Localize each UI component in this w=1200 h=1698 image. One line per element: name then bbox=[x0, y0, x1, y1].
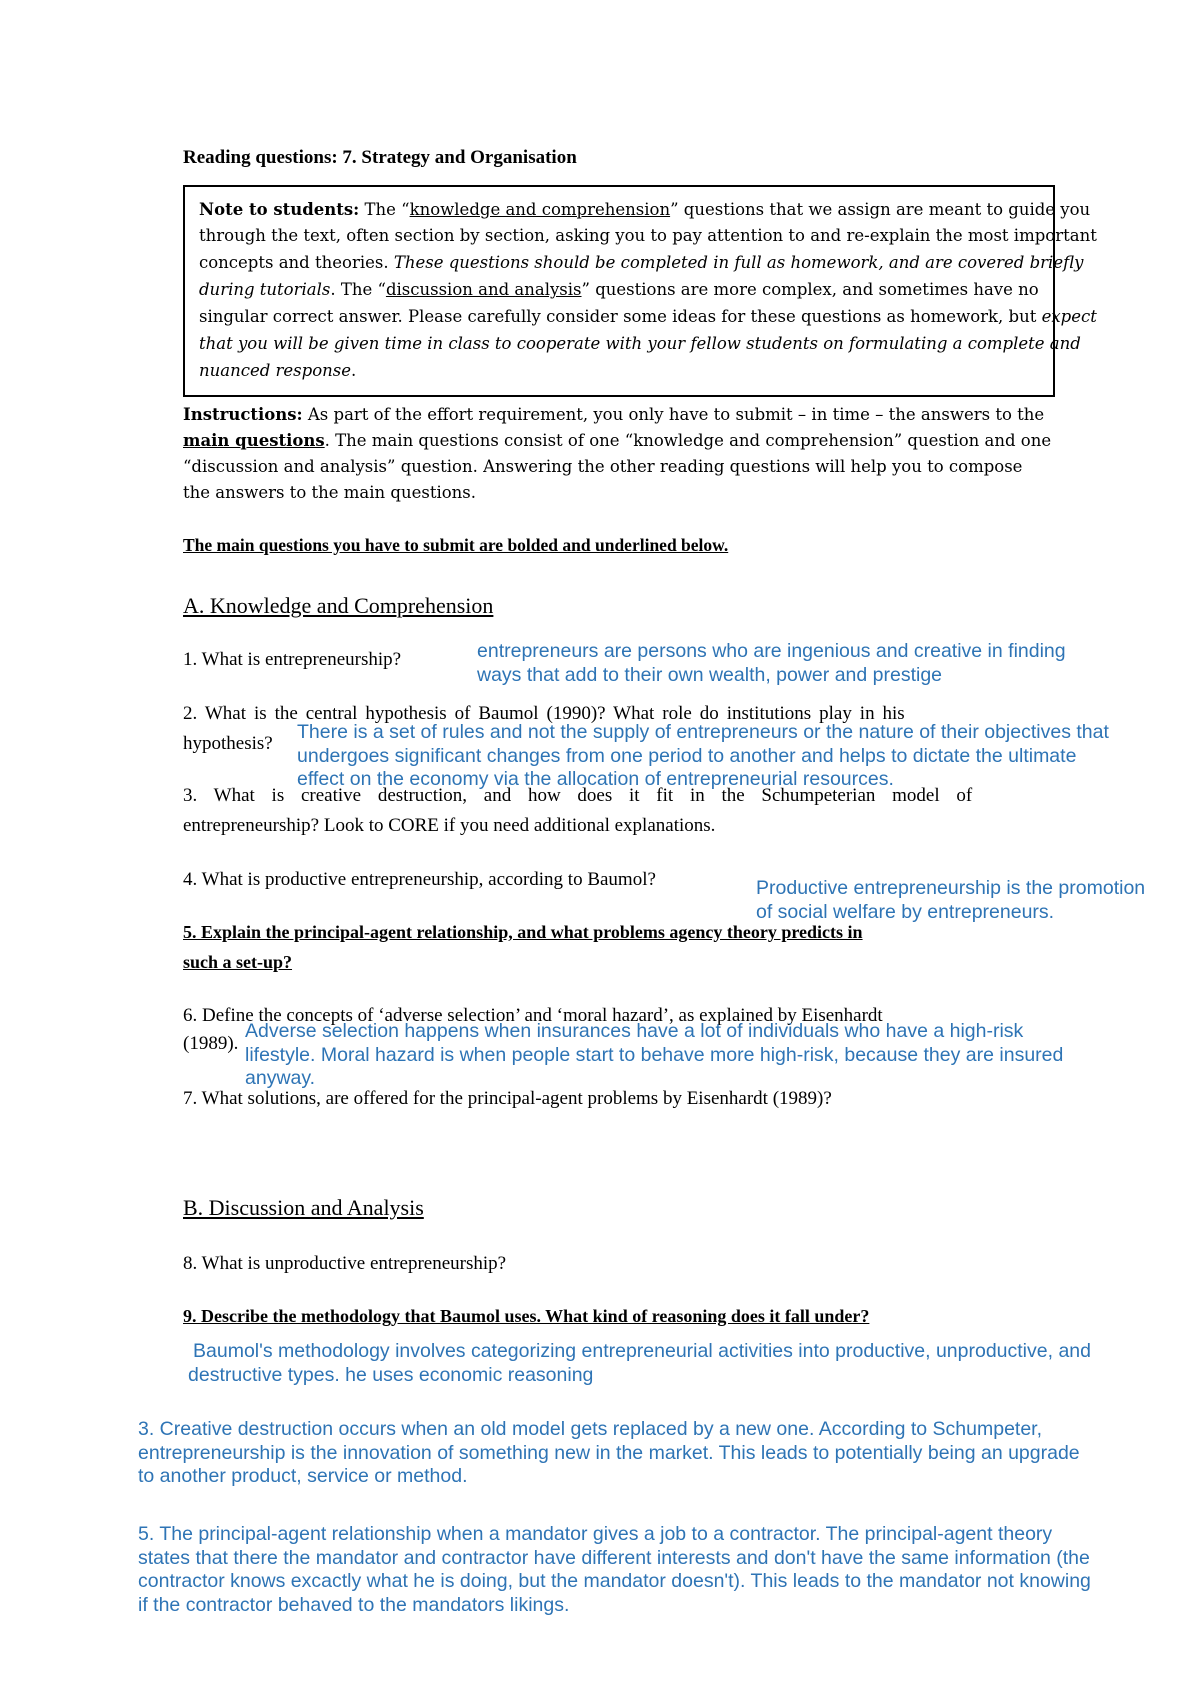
note-text: concepts and theories. bbox=[199, 253, 394, 272]
answer-line: of social welfare by entrepreneurs. bbox=[756, 900, 1055, 923]
note-line-1 bbox=[199, 200, 1091, 219]
answer-4 bbox=[756, 877, 1145, 924]
answer-line: destructive types. he uses economic reasoning bbox=[188, 1363, 594, 1386]
answer-6 bbox=[245, 1020, 1063, 1091]
question-2-cont: hypothesis? bbox=[183, 733, 273, 754]
note-line-2: through the text, often section by section, asking you to pay attention to and re-explain the most important bbox=[199, 226, 1097, 245]
answer-3 bbox=[138, 1418, 1080, 1489]
answer-line: ways that add to their own wealth, power and prestige bbox=[477, 663, 943, 686]
note-line-3 bbox=[199, 253, 1084, 272]
question-8: 8. What is unproductive entrepreneurship? bbox=[183, 1253, 507, 1274]
answer-line: 3. Creative destruction occurs when an old model gets replaced by a new one. According to Schumpeter, bbox=[138, 1418, 1043, 1440]
answer-line: Productive entrepreneurship is the promotion bbox=[756, 877, 1146, 899]
answer-line: if the contractor behaved to the mandators likings. bbox=[138, 1593, 570, 1616]
instructions-text: . The main questions consist of one “knowledge and comprehension” question and one bbox=[324, 431, 1052, 450]
section-a-heading: A. Knowledge and Comprehension bbox=[183, 593, 494, 618]
note-line-6: that you will be given time in class to cooperate with your fellow students on formulating a complete and bbox=[199, 334, 1081, 353]
question-5-cont: such a set-up? bbox=[183, 952, 293, 972]
answer-line: entrepreneurs are persons who are ingenious and creative in finding bbox=[477, 640, 1066, 662]
instructions-text: As part of the effort requirement, you only have to submit – in time – the answers to the bbox=[302, 405, 1045, 424]
main-questions-notice: The main questions you have to submit are bolded and underlined below. bbox=[183, 535, 729, 555]
question-3-cont: entrepreneurship? Look to CORE if you need additional explanations. bbox=[183, 815, 716, 836]
note-italic: expect bbox=[1041, 307, 1097, 326]
note-text: singular correct answer. Please carefully consider some ideas for these questions as homework, but bbox=[199, 307, 1042, 326]
note-line-5 bbox=[199, 307, 1097, 326]
question-4: 4. What is productive entrepreneurship, according to Baumol? bbox=[183, 869, 656, 890]
answer-line: Adverse selection happens when insurances have a lot of individuals who have a high-risk bbox=[245, 1020, 1024, 1042]
question-6-cont: (1989). bbox=[183, 1033, 239, 1054]
note-italic: nuanced response bbox=[199, 361, 352, 380]
answer-5 bbox=[138, 1523, 1091, 1617]
note-line-4 bbox=[199, 280, 1044, 299]
question-line: 2. What is the central hypothesis of Baumol (1990)? What role do institutions play in his bbox=[183, 703, 905, 724]
answer-line: anyway. bbox=[245, 1067, 316, 1089]
instructions-line-3: “discussion and analysis” question. Answering the other reading questions will help you to compose bbox=[183, 457, 1023, 476]
note-text: The “ bbox=[359, 200, 410, 219]
question-7: 7. What solutions, are offered for the principal-agent problems by Eisenhardt (1989)? bbox=[183, 1088, 832, 1109]
answer-line: states that there the mandator and contractor have different interests and don't have the same information (the bbox=[138, 1546, 1090, 1569]
note-text: ” questions that we assign are meant to guide you bbox=[670, 200, 1091, 219]
question-9: 9. Describe the methodology that Baumol uses. What kind of reasoning does it fall under? bbox=[183, 1306, 870, 1326]
answer-line: effect on the economy via the allocation of entrepreneurial resources. bbox=[297, 768, 894, 790]
note-line-7 bbox=[199, 361, 1044, 380]
instructions-label: Instructions: bbox=[183, 405, 303, 424]
question-3: 3. What is creative destruction, and how does it fit in the Schumpeterian model of bbox=[183, 785, 973, 806]
note-text: ” questions are more complex, and sometimes have no bbox=[581, 280, 1039, 299]
main-questions-link: main questions bbox=[183, 431, 325, 450]
note-link-discussion: discussion and analysis bbox=[385, 280, 582, 299]
question-5: 5. Explain the principal-agent relationship, and what problems agency theory predicts in bbox=[183, 922, 863, 942]
note-italic: during tutorials bbox=[199, 280, 331, 299]
answer-2 bbox=[297, 721, 1109, 792]
question-1: 1. What is entrepreneurship? bbox=[183, 649, 402, 670]
answer-line: There is a set of rules and not the supply of entrepreneurs or the nature of their objectives that bbox=[297, 721, 1109, 743]
instructions-line-2 bbox=[183, 431, 1051, 450]
note-label: Note to students: bbox=[199, 200, 360, 219]
note-text: . bbox=[351, 361, 357, 380]
question-6: 6. Define the concepts of ‘adverse selection’ and ‘moral hazard’, as explained by Eisenhardt bbox=[183, 1005, 883, 1026]
note-italic: These questions should be completed in full as homework, and are covered briefly bbox=[393, 253, 1084, 272]
note-link-knowledge: knowledge and comprehension bbox=[409, 200, 671, 219]
answer-line: undergoes significant changes from one period to another and helps to dictate the ultimate bbox=[297, 744, 1077, 767]
answer-9 bbox=[188, 1340, 1091, 1387]
answer-line: to another product, service or method. bbox=[138, 1465, 468, 1487]
answer-line: 5. The principal-agent relationship when a mandator gives a job to a contractor. The principal-agent theory bbox=[138, 1523, 1053, 1545]
instructions-line-4: the answers to the main questions. bbox=[183, 483, 476, 502]
section-b-heading: B. Discussion and Analysis bbox=[183, 1195, 424, 1220]
answer-1 bbox=[477, 640, 1066, 687]
instructions-line-1 bbox=[183, 405, 1044, 424]
answer-line: contractor knows excactly what he is doing, but the mandator doesn't). This leads to the mandator not knowing bbox=[138, 1570, 1091, 1592]
page-title: Reading questions: 7. Strategy and Organisation bbox=[183, 147, 577, 168]
answer-line: lifestyle. Moral hazard is when people start to behave more high-risk, because they are insured bbox=[245, 1043, 1064, 1066]
answer-line: entrepreneurship is the innovation of something new in the market. This leads to potentially being an upgrade bbox=[138, 1441, 1080, 1464]
answer-line: Baumol's methodology involves categorizing entrepreneurial activities into productive, unproductive, and bbox=[193, 1340, 1091, 1362]
note-text: . The “ bbox=[330, 280, 386, 299]
